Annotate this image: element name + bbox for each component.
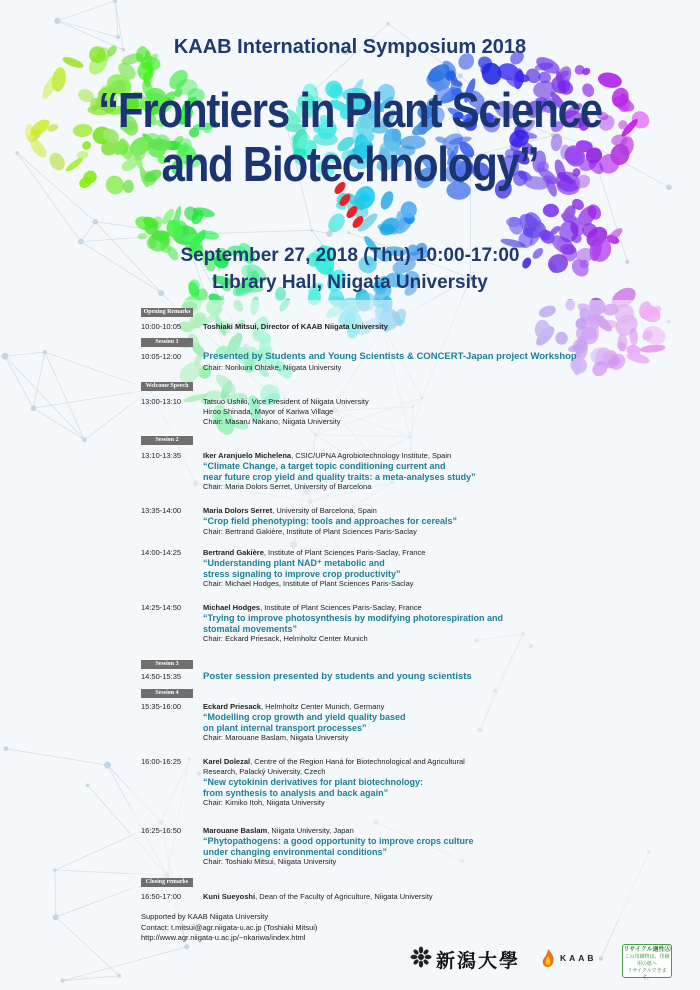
talk-title: “Climate Change, a target topic conditioning current and — [203, 461, 446, 471]
chair-line: Chair: Marouane Baslam, Niigata University — [203, 733, 349, 742]
chair-line: Chair: Maria Dolors Serret, University of Barcelona — [203, 482, 372, 491]
title-line-2: and Biotechnology” — [161, 138, 539, 192]
session-tag: Session 4 — [141, 689, 193, 698]
program-time: 13:10-13:35 — [141, 451, 182, 460]
contact-email[interactable]: Contact: t.mitsui@agr.niigata-u.ac.jp (Toshiaki Mitsui) — [141, 922, 318, 932]
program-time: 13:35-14:00 — [141, 506, 182, 515]
footer-info — [141, 912, 317, 944]
speaker-name: Michael Hodges — [203, 603, 261, 612]
talk-title: on plant internal transport processes” — [203, 722, 367, 733]
program-item — [141, 548, 700, 589]
program-item — [141, 506, 700, 537]
program-time: 14:25-14:50 — [141, 603, 182, 612]
speaker-name: Maria Dolors Serret — [203, 506, 273, 515]
speaker-affiliation: , Dean of the Faculty of Agriculture, Niigata University — [255, 892, 433, 901]
speaker-name: Iker Aranjuelo Michelena — [203, 451, 292, 460]
supported-by: Supported by KAAB Niigata University — [141, 912, 269, 921]
title-line-1: “Frontiers in Plant Science — [98, 84, 602, 138]
chair-line: Chair: Michael Hodges, Institute of Plant Sciences Paris-Saclay — [203, 579, 414, 588]
speaker-line — [203, 506, 700, 516]
speaker-line — [203, 603, 700, 613]
chair-line: Chair: Toshiaki Mitsui, Niigata University — [203, 857, 337, 866]
session-tag: Session 3 — [141, 660, 193, 669]
speaker-name: Karel Dolezal — [203, 757, 251, 766]
session-tag: Session 1 — [141, 338, 193, 347]
symposium-main-title — [49, 84, 651, 192]
program-item — [141, 451, 700, 492]
speaker-affiliation: , Institute of Plant Sciences Paris-Saclay, France — [260, 603, 422, 612]
chair-line: Chair: Kimiko Itoh, Niigata University — [203, 798, 325, 807]
speaker-name: Kuni Sueyoshi — [203, 892, 256, 901]
program-time: 15:35-16:00 — [141, 702, 182, 711]
speaker-line — [203, 548, 700, 558]
program-item — [141, 603, 700, 644]
speaker-affiliation: , University of Barcelona, Spain — [272, 506, 377, 515]
info-line: Hiroo Shinada, Mayor of Kariwa Village — [203, 407, 334, 416]
kaab-flame-icon — [540, 948, 556, 968]
kaab-logo-text: KAAB — [560, 953, 597, 963]
niigata-university-emblem-icon — [410, 946, 432, 968]
talk-title: stress signaling to improve crop productivity” — [203, 568, 401, 579]
event-date: September 27, 2018 (Thu) 10:00-17:00 — [180, 245, 520, 266]
speaker-line — [203, 702, 700, 712]
talk-title: “Understanding plant NAD⁺ metabolic and — [203, 558, 385, 568]
session-tag: Opening Remarks — [141, 308, 193, 317]
chair-line: Chair: Bertrand Gakière, Institute of Plant Sciences Paris-Saclay — [203, 526, 417, 536]
program-time: 16:50-17:00 — [141, 892, 182, 901]
speaker-name: Eckard Priesack — [203, 702, 261, 711]
speaker-affiliation: , Niigata University, Japan — [267, 826, 354, 835]
info-line: Research, Palacký University, Czech — [203, 767, 326, 776]
speaker-name: Marouane Baslam — [203, 826, 268, 835]
speaker-line — [203, 892, 700, 902]
program-time: 10:00-10:05 — [141, 322, 182, 331]
speaker-affiliation: , Centre of the Region Haná for Biotechnological and Agricultural — [250, 757, 465, 766]
talk-title: stomatal movements” — [203, 623, 298, 634]
program-time: 16:25-16:50 — [141, 826, 182, 835]
session-tag: Session 2 — [141, 436, 193, 445]
talk-title: near future crop yield and quality traits: a meta-analyses study” — [203, 471, 476, 482]
program-time: 14:00-14:25 — [141, 548, 182, 557]
program-item — [141, 702, 700, 743]
speaker-affiliation: , CSIC/UPNA Agrobiotechnology Institute, Spain — [291, 451, 452, 460]
event-venue: Library Hall, Niigata University — [212, 272, 488, 293]
program-time: 10:05-12:00 — [141, 352, 182, 361]
speaker-name: Bertrand Gakière — [203, 548, 264, 557]
speaker-line — [203, 757, 700, 767]
recycle-title: リサイクル適性Ⓐ — [623, 947, 671, 953]
recycle-note-1: この印刷物は、印刷用の紙へ — [624, 954, 670, 967]
website-link[interactable]: http://www.agr.niigata-u.ac.jp/~nkariwa/index.html — [141, 933, 306, 942]
speaker-line — [203, 451, 700, 461]
program-time: 13:00-13:10 — [141, 397, 182, 406]
chair-line: Chair: Eckard Priesack, Helmholtz Center Munich — [203, 634, 368, 643]
logo-row — [410, 946, 671, 981]
program-item — [141, 397, 700, 427]
session-title: Presented by Students and Young Scientists & CONCERT-Japan project Workshop — [203, 351, 577, 362]
speaker-line: Toshiaki Mitsui, Director of KAAB Niigata University — [203, 322, 388, 331]
talk-title: “Modelling crop growth and yield quality based — [203, 712, 406, 722]
program-time: 14:50-15:35 — [141, 672, 182, 681]
speaker-affiliation: , Helmholtz Center Munich, Germany — [260, 702, 385, 711]
niigata-university-logo-text: 新潟大學 — [436, 950, 521, 972]
talk-title: under changing environmental conditions” — [203, 846, 388, 857]
session-tag: Welcome Speech — [141, 382, 193, 391]
info-line: Tatsuo Ushiki, Vice President of Niigata University — [203, 397, 369, 406]
session-title: Poster session presented by students and young scientists — [203, 671, 472, 682]
talk-title: “Crop field phenotyping: tools and approaches for cereals” — [203, 516, 458, 526]
session-tag: Closing remarks — [141, 878, 193, 887]
chair-line: Chair: Masaru Nakano, Niigata University — [203, 417, 341, 426]
talk-title: from synthesis to analysis and back again” — [203, 787, 389, 798]
program-item — [141, 757, 700, 808]
recycle-mark — [622, 944, 672, 981]
program-item — [141, 352, 700, 373]
recycle-note-2: リサイクルできます。 — [627, 968, 667, 981]
program-item — [141, 892, 700, 902]
event-series-title: KAAB International Symposium 2018 — [173, 36, 527, 58]
talk-title: “Trying to improve photosynthesis by modifying photorespiration and — [203, 613, 504, 623]
speaker-line — [203, 826, 700, 836]
talk-title: “New cytokinin derivatives for plant biotechnology: — [203, 777, 424, 787]
chair-line: Chair: Norikuni Ohtake, Niigata University — [203, 362, 342, 372]
program-item — [141, 826, 700, 867]
program-item — [141, 672, 700, 683]
program-item — [141, 322, 700, 332]
program-time: 16:00-16:25 — [141, 757, 182, 766]
speaker-affiliation: , Institute of Plant Sciences Paris-Saclay, France — [263, 548, 426, 557]
talk-title: “Phytopathogens: a good opportunity to improve crops culture — [203, 836, 474, 846]
